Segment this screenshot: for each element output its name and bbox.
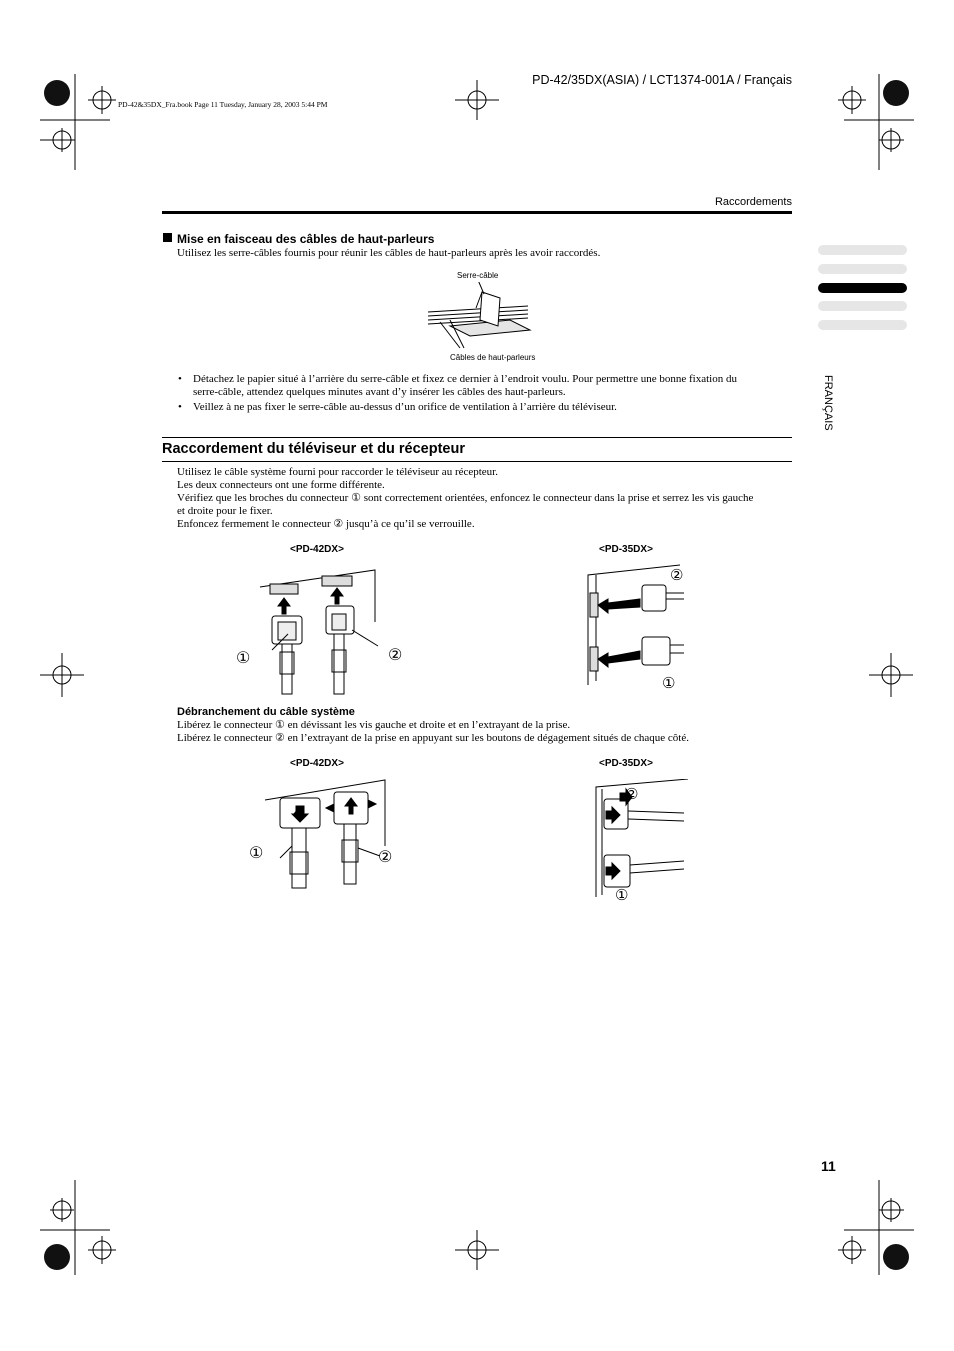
marker-1: ① [236,650,251,667]
side-tab [818,301,907,311]
disconnect-line: Libérez le connecteur ② en l’extrayant de la prise en appuyant sur les boutons de dégagement situés de chaque côté. [177,732,689,744]
connection-heading: Raccordement du téléviseur et du récepteur [162,441,465,457]
bullet-dot-icon: • [178,401,182,413]
speaker-heading: Mise en faisceau des câbles de haut-parleurs [177,232,435,246]
pd42-connect-illustration [240,562,403,697]
marker-2: ② [625,787,639,803]
disconnect-text [177,719,793,745]
marker-1: ① [662,676,676,692]
connection-text [177,466,793,531]
language-label: FRANÇAIS [822,375,834,431]
connection-line: Vérifiez que les broches du connecteur ① sont correctement orientées, enfoncez le connecteur dans la prise et serrez les vis gauche [177,492,754,504]
section-rule-top [162,437,792,438]
square-bullet-icon [163,233,172,242]
pd35-disconnect-illustration [592,779,692,899]
model-label-35: <PD-35DX> [599,758,653,769]
model-label-42: <PD-42DX> [290,758,344,769]
side-tab [818,245,907,255]
marker-1: ① [615,888,629,904]
bullet-item [178,373,793,399]
section-rule-bottom [162,461,792,462]
disconnect-line: Libérez le connecteur ① en dévissant les vis gauche et droite et en l’extrayant de la prise. [177,719,571,731]
bullet-text: Veillez à ne pas fixer le serre-câble au-dessus d’un orifice de ventilation à l’arrière du téléviseur. [193,401,617,413]
pd42-disconnect-illustration [240,776,400,896]
connection-line: Les deux connecteurs ont une forme différente. [177,479,385,491]
speaker-intro: Utilisez les serre-câbles fournis pour réunir les câbles de haut-parleurs après les avoir raccordés. [177,247,601,259]
connection-line: Utilisez le câble système fourni pour raccorder le téléviseur au récepteur. [177,466,498,478]
model-label-42: <PD-42DX> [290,544,344,555]
marker-2: ② [670,568,684,584]
marker-1: ① [249,845,264,862]
page-number: 11 [821,1158,836,1174]
bullet-item [178,401,793,414]
document-id: PD-42/35DX(ASIA) / LCT1374-001A / Français [532,73,792,87]
side-tab [818,264,907,274]
connection-line: Enfoncez fermement le connecteur ② jusqu’à ce qu’il se verrouille. [177,518,475,530]
section-name: Raccordements [714,196,792,208]
side-tab-active [818,283,907,293]
marker-2: ② [378,849,393,866]
top-rule [162,211,792,214]
cables-label: Câbles de haut-parleurs [450,353,536,362]
side-tab [818,320,907,330]
disconnect-heading: Débranchement du câble système [177,706,355,718]
clamp-label: Serre-câble [457,271,499,280]
bullet-dot-icon: • [178,373,182,385]
connection-line: et droite pour le fixer. [177,505,273,517]
speaker-bullets [178,373,793,414]
model-label-35: <PD-35DX> [599,544,653,555]
marker-2: ② [388,647,403,664]
book-line: PD-42&35DX_Fra.book Page 11 Tuesday, January 28, 2003 5:44 PM [118,100,328,109]
bullet-text: Détachez le papier situé à l’arrière du serre-câble et fixez ce dernier à l’endroit voulu. Pour permettre une bonne fixation du [193,373,737,385]
bullet-text: serre-câble, attendez quelques minutes avant d’y insérer les câbles des haut-parleurs. [193,386,566,398]
cable-clamp-illustration [420,282,560,352]
